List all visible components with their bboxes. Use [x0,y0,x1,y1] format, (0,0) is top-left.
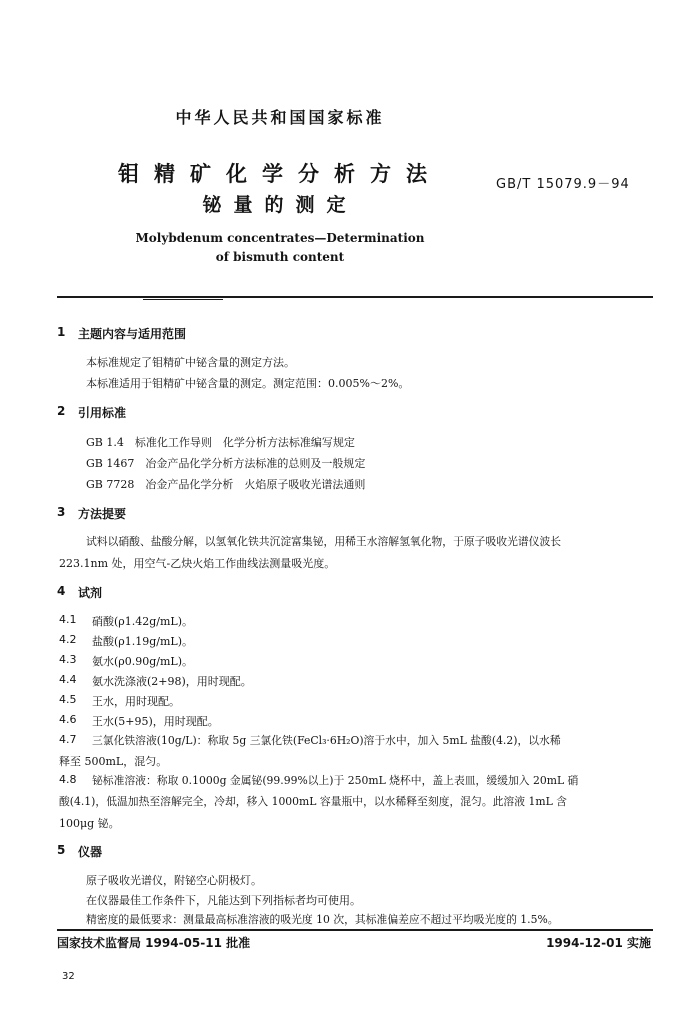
method-summary-line: 试料以硝酸、盐酸分解，以氢氧化铁共沉淀富集铋，用稀王水溶解氢氧化物，于原子吸收光谱仪波长 [86,535,562,548]
reagent-text: 氨水洗涤液(2+98)，用时现配。 [92,675,252,688]
section-3-number: 3 [57,505,66,519]
instrument-line: 精密度的最低要求：测量最高标准溶液的吸光度 10 次，其标准偏差应不超过平均吸光度的 1.5%。 [86,913,559,926]
reference-standard-item: GB 1.4 标准化工作导则 化学分析方法标准编写规定 [86,436,355,449]
section-1-title: 主题内容与适用范围 [78,327,187,341]
reagent-text: 氨水(ρ0.90g/mL)。 [92,655,194,668]
header-rule-thick [57,296,653,298]
reagent-text: 王水，用时现配。 [92,695,180,708]
reagent-text-continued: 100μg 铋。 [59,817,120,830]
reagent-number: 4.3 [59,653,77,666]
section-3-title: 方法提要 [78,507,127,521]
reagent-number: 4.8 [59,773,77,786]
reagent-text: 铋标准溶液：称取 0.1000g 金属铋(99.99%以上)于 250mL 烧杯中，盖上表皿，缓缓加入 20mL 硝 [92,774,579,787]
national-standard-heading: 中华人民共和国国家标准 [175,108,385,127]
document-title: 钼精矿化学分析方法 [118,162,442,186]
section-5-number: 5 [57,843,66,857]
reagent-number: 4.2 [59,633,77,646]
section-4-number: 4 [57,584,66,598]
section-2-title: 引用标准 [78,406,127,420]
english-title-line1: Molybdenum concentrates—Determination [135,231,425,245]
effective-date: 1994-12-01 实施 [546,936,651,950]
reagent-number: 4.4 [59,673,77,686]
reagent-text: 王水(5+95)，用时现配。 [92,715,219,728]
instrument-line: 原子吸收光谱仪，附铋空心阴极灯。 [86,874,262,887]
reagent-number: 4.6 [59,713,77,726]
reagent-text: 盐酸(ρ1.19g/mL)。 [92,635,194,648]
section-5-title: 仪器 [78,845,103,859]
document-subtitle: 铋量的测定 [202,194,358,216]
reagent-text-continued: 酸(4.1)，低温加热至溶解完全，冷却，移入 1000mL 容量瓶中，以水稀释至刻度，混匀。此溶液 1mL 含 [59,795,567,808]
section-2-number: 2 [57,404,66,418]
reagent-number: 4.7 [59,733,77,746]
reagent-text-continued: 释至 500mL，混匀。 [59,755,168,768]
reagent-number: 4.5 [59,693,77,706]
standard-number: GB/T 15079.9－94 [496,177,630,192]
page-number: 32 [62,971,75,982]
section-1-line: 本标准适用于钼精矿中铋含量的测定。测定范围：0.005%～2%。 [86,377,410,390]
approval-date: 国家技术监督局 1994-05-11 批准 [57,936,251,950]
reference-standard-item: GB 1467 冶金产品化学分析方法标准的总则及一般规定 [86,457,366,470]
footer-rule [57,929,653,931]
section-1-line: 本标准规定了钼精矿中铋含量的测定方法。 [86,356,295,369]
instrument-line: 在仪器最佳工作条件下，凡能达到下列指标者均可使用。 [86,894,361,907]
section-1-number: 1 [57,325,66,339]
reagent-number: 4.1 [59,613,77,626]
header-rule-thin [143,299,223,300]
section-4-title: 试剂 [78,586,103,600]
reagent-text: 硝酸(ρ1.42g/mL)。 [92,615,194,628]
reference-standard-item: GB 7728 冶金产品化学分析 火焰原子吸收光谱法通则 [86,478,366,491]
reagent-text: 三氯化铁溶液(10g/L)：称取 5g 三氯化铁(FeCl₃·6H₂O)溶于水中，加入 5mL 盐酸(4.2)，以水稀 [92,734,561,747]
english-title-line2: of bismuth content [215,250,345,264]
method-summary-line: 223.1nm 处，用空气-乙炔火焰工作曲线法测量吸光度。 [59,557,336,570]
